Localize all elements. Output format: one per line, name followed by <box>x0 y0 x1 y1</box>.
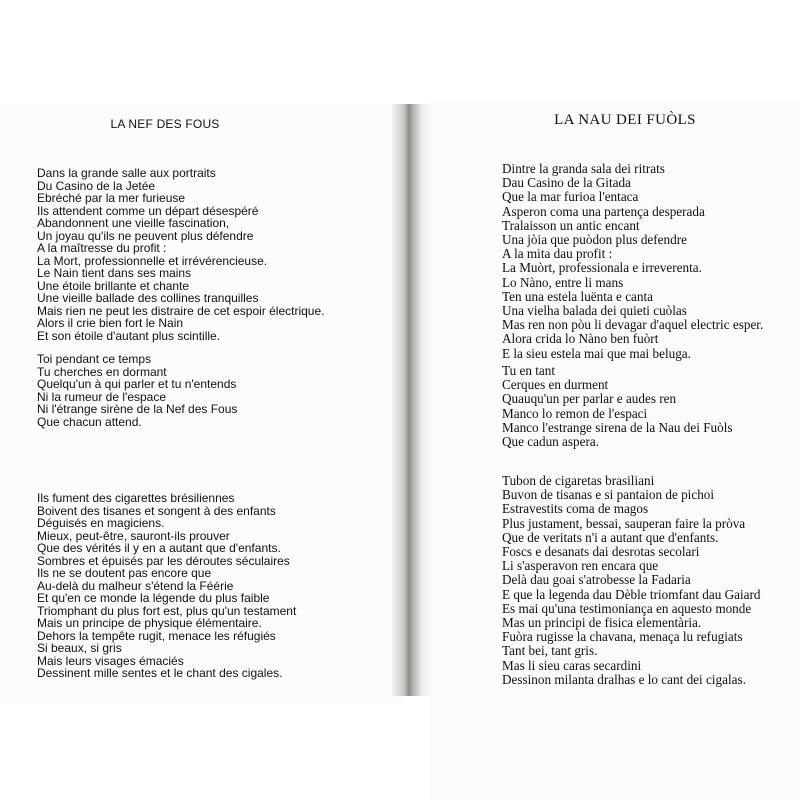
poem-line: Tu en tant <box>502 363 556 378</box>
poem-line: Dintre la granda sala dei ritrats <box>502 161 665 176</box>
poem-line: Tu cherches en dormant <box>37 364 167 379</box>
poem-line: Abandonnent une vieille fascination, <box>37 216 230 230</box>
poem-line: Dau Casino de la Gitada <box>502 175 631 191</box>
poem-line: Sombres et épuisés par les déroutes séculaires <box>37 553 290 568</box>
poem-line: Fuòra rugisse la chavana, menaça lu refugiats <box>502 629 743 645</box>
poem-line: Foscs e desanats dai desrotas secolari <box>502 544 700 560</box>
poem-line: Ten una estela luënta e canta <box>502 288 654 304</box>
poem-line: Au-delà du malheur s'étend la Féérie <box>37 578 234 593</box>
poem-line: A la maîtresse du profit : <box>37 241 167 255</box>
poem-line: Boivent des tisanes et songent à des enfants <box>37 503 276 518</box>
poem-line: Buvon de tisanas e si pantaion de pichoi <box>502 487 715 503</box>
poem-line: La Muòrt, professionala e irreverenta. <box>502 260 702 276</box>
poem-line: Que la mar furioa l'entaca <box>502 189 639 205</box>
left-stanza-1 <box>37 167 324 342</box>
poem-line: Du Casino de la Jetée <box>37 178 156 193</box>
right-stanza-1 <box>502 162 763 361</box>
poem-line: Delà dau goai s'atrobesse la Fadaria <box>502 572 691 588</box>
poem-line: Mas li sieu caras secardini <box>502 657 642 673</box>
poem-line: La Mort, professionnelle et irrévérencieuse. <box>37 253 268 268</box>
poem-line: E que la legenda dau Dèble triomfant dau Gaiard <box>502 586 761 602</box>
poem-line: Déguisés en magiciens. <box>37 516 165 530</box>
poem-line: Un joyau qu'ils ne peuvent plus défendre <box>37 228 254 243</box>
poem-line: Tubon de cigaretas brasiliani <box>502 473 655 488</box>
poem-line: Et son étoile d'autant plus scintille. <box>37 328 221 343</box>
poem-line: Que cadun aspera. <box>502 434 600 450</box>
poem-line: Asperon coma una partença desperada <box>502 203 705 219</box>
poem-line: Manco lo remon de l'espaci <box>502 405 648 421</box>
poem-line: Plus justament, bessai, sauperan faire la pròva <box>502 515 746 531</box>
poem-line: Dessinent mille sentes et le chant des cigales. <box>37 666 283 680</box>
poem-line: Mas ren non pòu li devagar d'aquel electric esper. <box>502 317 764 333</box>
poem-line: Mais leurs visages émaciés <box>37 653 184 668</box>
poem-line: Ils fument des cigarettes brésiliennes <box>37 491 235 505</box>
poem-line: Dehors la tempête rugit, menace les réfugiés <box>37 628 276 643</box>
poem-line: Tant bei, tant gris. <box>502 643 598 659</box>
poem-line: Dans la grande salle aux portraits <box>37 166 216 180</box>
poem-line: Tralaisson un antic encant <box>502 217 640 233</box>
poem-line: Una vielha balada dei quieti cuòlas <box>502 303 687 319</box>
poem-line: Que de veritats n'i a autant que d'enfants. <box>502 529 719 545</box>
right-stanza-2 <box>502 364 733 449</box>
poem-line: Triomphant du plus fort est, plus qu'un testament <box>37 603 297 618</box>
poem-line: Alora crida lo Nàno ben fuòrt <box>502 331 659 347</box>
book-gutter <box>392 104 432 696</box>
poem-line: Li s'asperavon ren encara que <box>502 558 659 574</box>
right-stanza-3 <box>502 474 761 687</box>
poem-line: Ils ne se doutent pas encore que <box>37 566 212 580</box>
poem-line: Que des vérités il y en a autant que d'enfants. <box>37 541 281 555</box>
poem-line: Manco l'estrange sirena de la Nau dei Fuòls <box>502 419 733 435</box>
poem-line: E la sieu estela mai que mai beluga. <box>502 345 691 361</box>
poem-line: Es mai qu'una testimoniança en aquesto monde <box>502 600 752 616</box>
poem-line: A la mita dau profit : <box>502 246 613 262</box>
poem-line: Que chacun attend. <box>37 414 142 429</box>
poem-line: Estravestits coma de magos <box>502 501 649 517</box>
poem-line: Cerques en durment <box>502 377 609 393</box>
left-stanza-2 <box>37 353 237 428</box>
poem-line: Mais un principe de physique élémentaire. <box>37 616 262 630</box>
poem-line: Ils attendent comme un départ désespéré <box>37 203 259 218</box>
poem-line: Le Nain tient dans ses mains <box>37 266 192 280</box>
poem-line: Ni la rumeur de l'espace <box>37 389 167 404</box>
poem-line: Et qu'en ce monde la légende du plus faible <box>37 591 270 605</box>
poem-line: Mais rien ne peut les distraire de cet espoir électrique. <box>37 303 325 318</box>
left-page-title: LA NEF DES FOUS <box>110 117 220 131</box>
poem-line: Mas un principi de fisica elementària. <box>502 615 702 631</box>
poem-line: Dessinon milanta dralhas e lo cant dei cigalas. <box>502 671 746 687</box>
poem-line: Alors il crie bien fort le Nain <box>37 316 184 330</box>
poem-line: Mieux, peut-être, sauront-ils prouver <box>37 528 230 543</box>
poem-line: Une vieille ballade des collines tranquilles <box>37 291 259 305</box>
poem-line: Quauqu'un per parlar e audes ren <box>502 391 677 407</box>
poem-line: Une étoile brillante et chante <box>37 278 190 293</box>
poem-line: Lo Nàno, entre li mans <box>502 274 624 290</box>
left-stanza-3 <box>37 492 296 680</box>
poem-line: Ebréché par la mer furieuse <box>37 191 186 205</box>
poem-line: Toi pendant ce temps <box>37 352 152 366</box>
poem-line: Ni l'étrange sirène de la Nef des Fous <box>37 402 238 416</box>
right-page-title: LA NAU DEI FUÒLS <box>554 112 696 128</box>
poem-line: Una jòia que puòdon plus defendre <box>502 232 687 248</box>
poem-line: Si beaux, si gris <box>37 641 122 655</box>
poem-line: Quelqu'un à qui parler et tu n'entends <box>37 377 237 391</box>
